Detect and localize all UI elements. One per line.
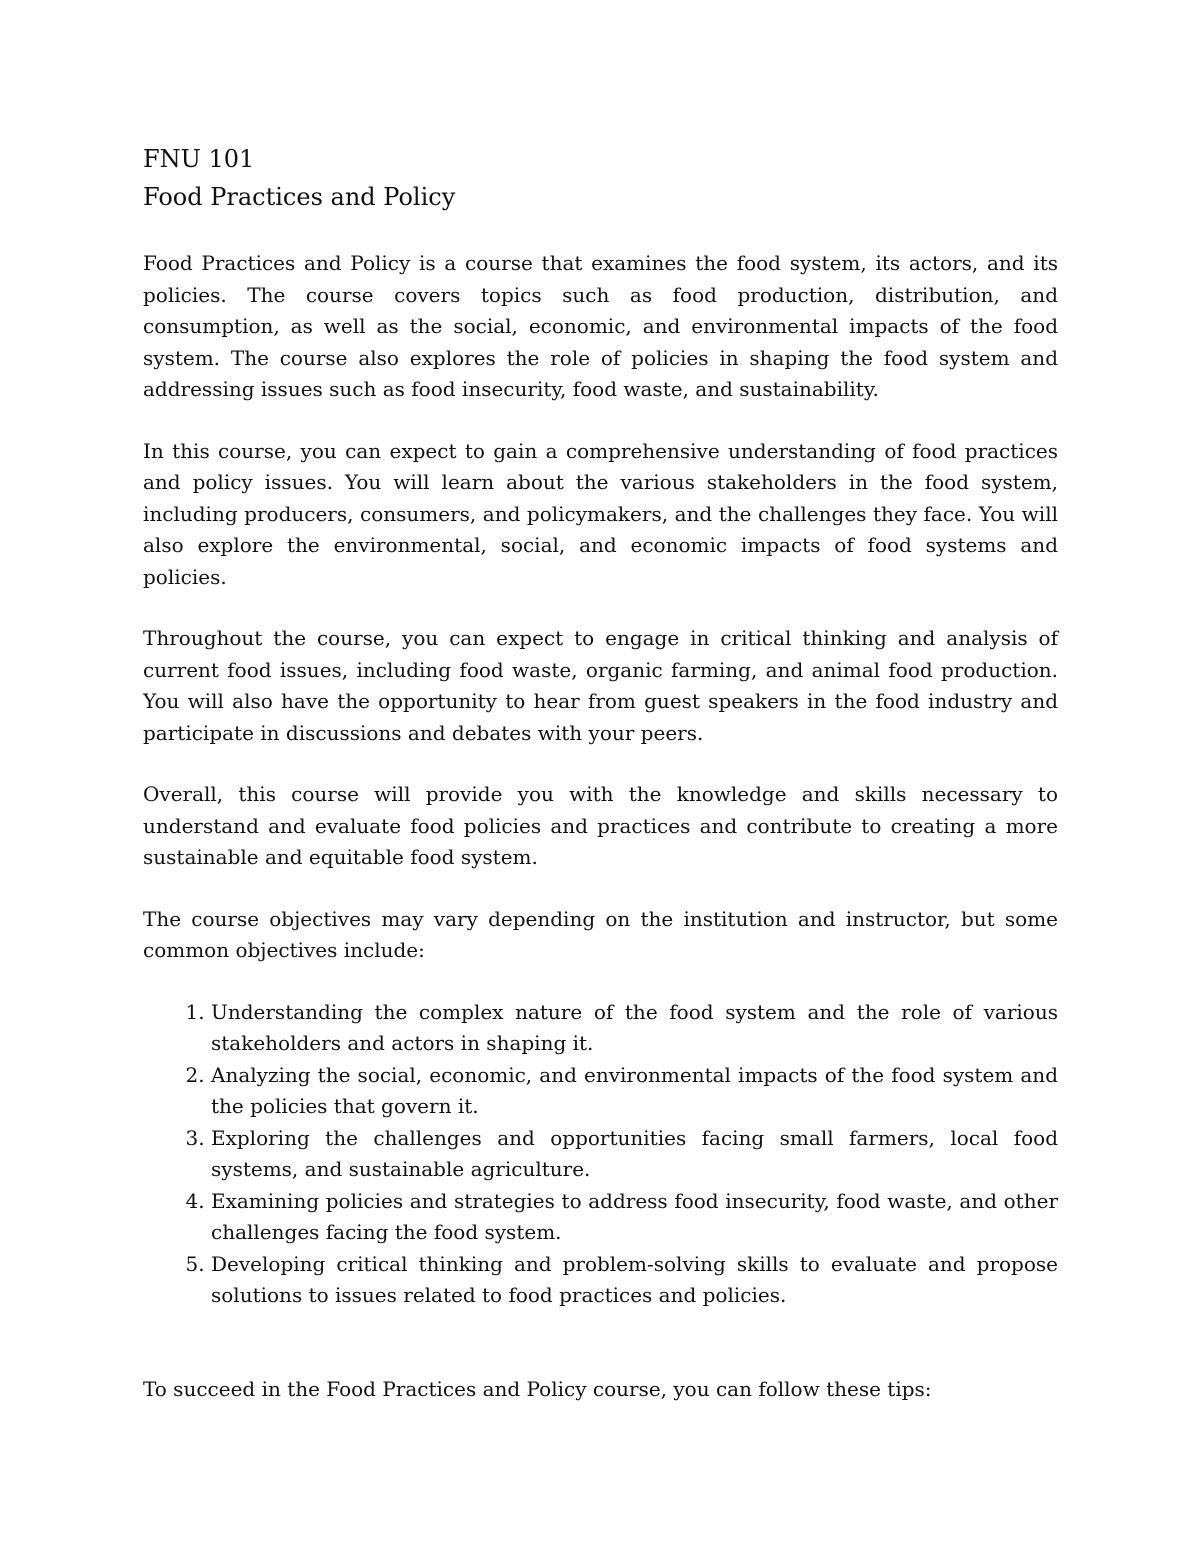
list-item: 1. Understanding the complex nature of the food system and the role of various stakeholders and actors in shaping it.	[211, 997, 1058, 1060]
document-body	[143, 140, 1058, 1405]
list-item: 4. Examining policies and strategies to address food insecurity, food waste, and other challenges facing the food system.	[211, 1186, 1058, 1249]
paragraph-expectations: In this course, you can expect to gain a comprehensive understanding of food practices and policy issues. You will learn about the various stakeholders in the food system, including producers, consumers, and policymakers, and the challenges they face. You will also explore the environmental, social, and economic impacts of food systems and policies.	[143, 438, 1058, 589]
paragraph-tips: To succeed in the Food Practices and Policy course, you can follow these tips:	[143, 1376, 932, 1401]
list-item: 3. Exploring the challenges and opportunities facing small farmers, local food systems, and sustainable agriculture.	[211, 1123, 1058, 1186]
paragraph-intro: Food Practices and Policy is a course that examines the food system, its actors, and its policies. The course covers topics such as food production, distribution, and consumption, as well as the social, economic, and environmental impacts of the food system. The course also explores the role of policies in shaping the food system and addressing issues such as food insecurity, food waste, and sustainability.	[143, 251, 1058, 401]
list-item: 2. Analyzing the social, economic, and environmental impacts of the food system and the policies that govern it.	[211, 1060, 1058, 1123]
course-title: Food Practices and Policy	[143, 183, 456, 211]
paragraph-overall: Overall, this course will provide you with the knowledge and skills necessary to understand and evaluate food policies and practices and contribute to creating a more sustainable and equitable food system.	[143, 782, 1058, 869]
paragraph-objectives-intro: The course objectives may vary depending on the institution and instructor, but some common objectives include:	[143, 906, 1058, 962]
course-code: FNU 101	[143, 145, 255, 173]
paragraph-engagement: Throughout the course, you can expect to engage in critical thinking and analysis of current food issues, including food waste, organic farming, and animal food production. You will also have the opportunity to hear from guest speakers in the food industry and participate in discussions and debates with your peers.	[143, 626, 1058, 745]
list-item: 5. Developing critical thinking and problem-solving skills to evaluate and propose solutions to issues related to food practices and policies.	[211, 1249, 1058, 1312]
objectives-list	[143, 997, 1058, 1312]
